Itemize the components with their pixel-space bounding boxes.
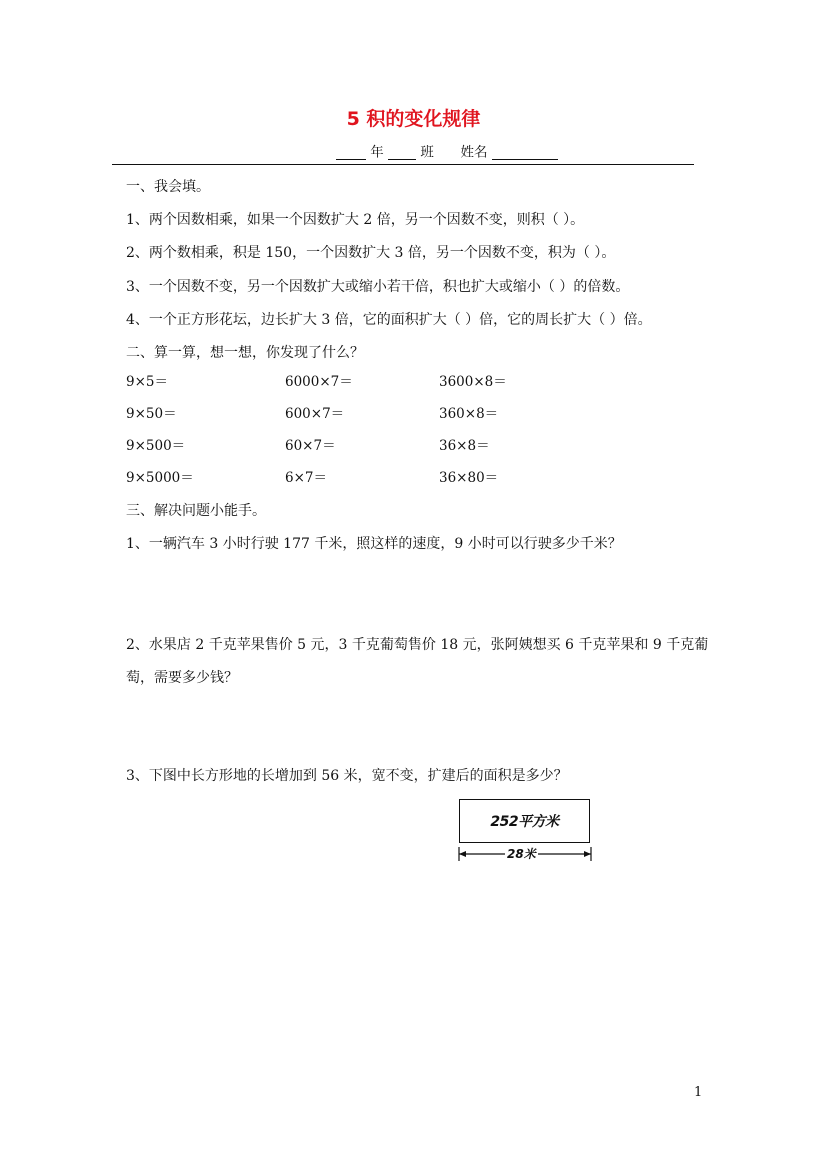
calc-expression: 360×8＝ [439,406,499,422]
area-label: 252平方米 [490,814,559,830]
calc-expression: 36×80＝ [439,470,499,486]
calc-expression: 36×8＝ [439,438,490,454]
page-number: 1 [694,1085,703,1100]
section2-heading: 二、算一算，想一想，你发现了什么？ [126,345,364,361]
problem-3: 3、下图中长方形地的长增加到 56 米，宽不变，扩建后的面积是多少？ [126,768,568,784]
year-blank [336,146,366,160]
section1-heading: 一、我会填。 [126,179,210,195]
calc-expression: 9×500＝ [126,438,186,454]
calc-expression: 3600×8＝ [439,374,507,390]
calc-expression: 600×7＝ [285,406,345,422]
calc-expression: 6000×7＝ [285,374,353,390]
section3-heading: 三、解决问题小能手。 [126,503,266,519]
class-label: 班 [420,144,434,161]
fill-item-1: 1、两个因数相乘，如果一个因数扩大 2 倍，另一个因数不变，则积（ ）。 [126,212,585,228]
page-title: 5 积的变化规律 [346,108,481,130]
length-label: 28米 [507,847,536,861]
problem-1: 1、一辆汽车 3 小时行驶 177 千米，照这样的速度，9 小时可以行驶多少千米？ [126,536,622,552]
year-label: 年 [370,144,384,161]
calc-expression: 9×5＝ [126,374,168,390]
class-blank [388,146,416,160]
student-info-line [336,146,558,160]
name-label: 姓名 [460,144,488,161]
fill-item-2: 2、两个数相乘，积是 150，一个因数扩大 3 倍，另一个因数不变，积为（ ）。 [126,245,616,261]
calc-expression: 9×5000＝ [126,470,194,486]
calc-expression: 6×7＝ [285,470,327,486]
header-divider [112,164,694,165]
name-blank [492,146,558,160]
fill-item-4: 4、一个正方形花坛，边长扩大 3 倍，它的面积扩大（ ）倍，它的周长扩大（ ）倍。 [126,312,652,328]
problem-2-line1: 2、水果店 2 千克苹果售价 5 元，3 千克葡萄售价 18 元，张阿姨想买 6 千克苹果和 9 千克葡 [126,637,709,653]
calc-expression: 60×7＝ [285,438,336,454]
calc-expression: 9×50＝ [126,406,177,422]
problem-2-line2: 萄，需要多少钱？ [126,670,238,686]
rectangle-figure [459,799,590,843]
fill-item-3: 3、一个因数不变，另一个因数扩大或缩小若干倍，积也扩大或缩小（ ）的倍数。 [126,279,630,295]
